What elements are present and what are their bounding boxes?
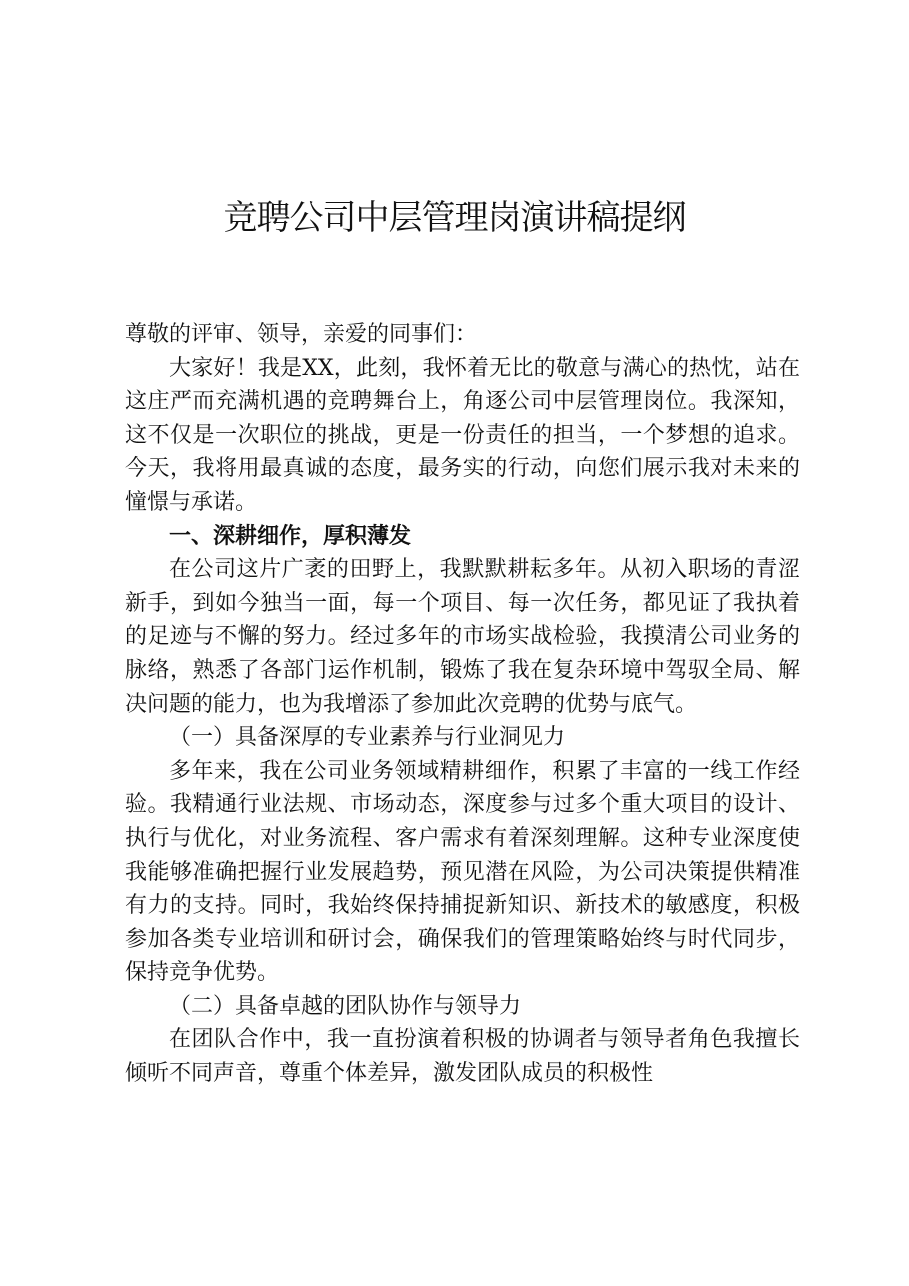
- subsection-paragraph: 多年来，我在公司业务领域精耕细作，积累了丰富的一线工作经验。我精通行业法规、市场动态，深度参与过多个重大项目的设计、执行与优化，对业务流程、客户需求有着深刻理解。这种专业深度使我能够准确把握行业发展趋势，预见潜在风险，为公司决策提供精准有力的支持。同时，我始终保持捕捉新知识、新技术的敏感度，积极参加各类专业培训和研讨会，确保我们的管理策略始终与时代同步，保持竞争优势。: [125, 758, 800, 986]
- subsection-heading: （二）具备卓越的团队协作与领导力: [169, 993, 522, 1019]
- salutation: 尊敬的评审、领导，亲爱的同事们：: [125, 322, 478, 347]
- subsection-heading: （一）具备深厚的专业素养与行业洞见力: [169, 725, 566, 751]
- section-heading: 一、深耕细作，厚积薄发: [169, 523, 412, 549]
- intro-paragraph: 大家好！我是XX，此刻，我怀着无比的敬意与满心的热忱，站在这庄严而充满机遇的竞聘舞台上，角逐公司中层管理岗位。我深知，这不仅是一次职位的挑战，更是一份责任的担当，一个梦想的追求。今天，我将用最真诚的态度，最务实的行动，向您们展示我对未来的憧憬与承诺。: [125, 355, 800, 515]
- section-paragraph: 在公司这片广袤的田野上，我默默耕耘多年。从初入职场的青涩新手，到如今独当一面，每一个项目、每一次任务，都见证了我执着的足迹与不懈的努力。经过多年的市场实战检验，我摸清公司业务的脉络，熟悉了各部门运作机制，锻炼了我在复杂环境中驾驭全局、解决问题的能力，也为我增添了参加此次竞聘的优势与底气。: [125, 557, 800, 717]
- document-title: 竞聘公司中层管理岗演讲稿提纲: [223, 198, 686, 238]
- document-body: [125, 318, 800, 1091]
- subsection-paragraph: 在团队合作中，我一直扮演着积极的协调者与领导者角色我擅长倾听不同声音，尊重个体差异，激发团队成员的积极性: [125, 1027, 800, 1087]
